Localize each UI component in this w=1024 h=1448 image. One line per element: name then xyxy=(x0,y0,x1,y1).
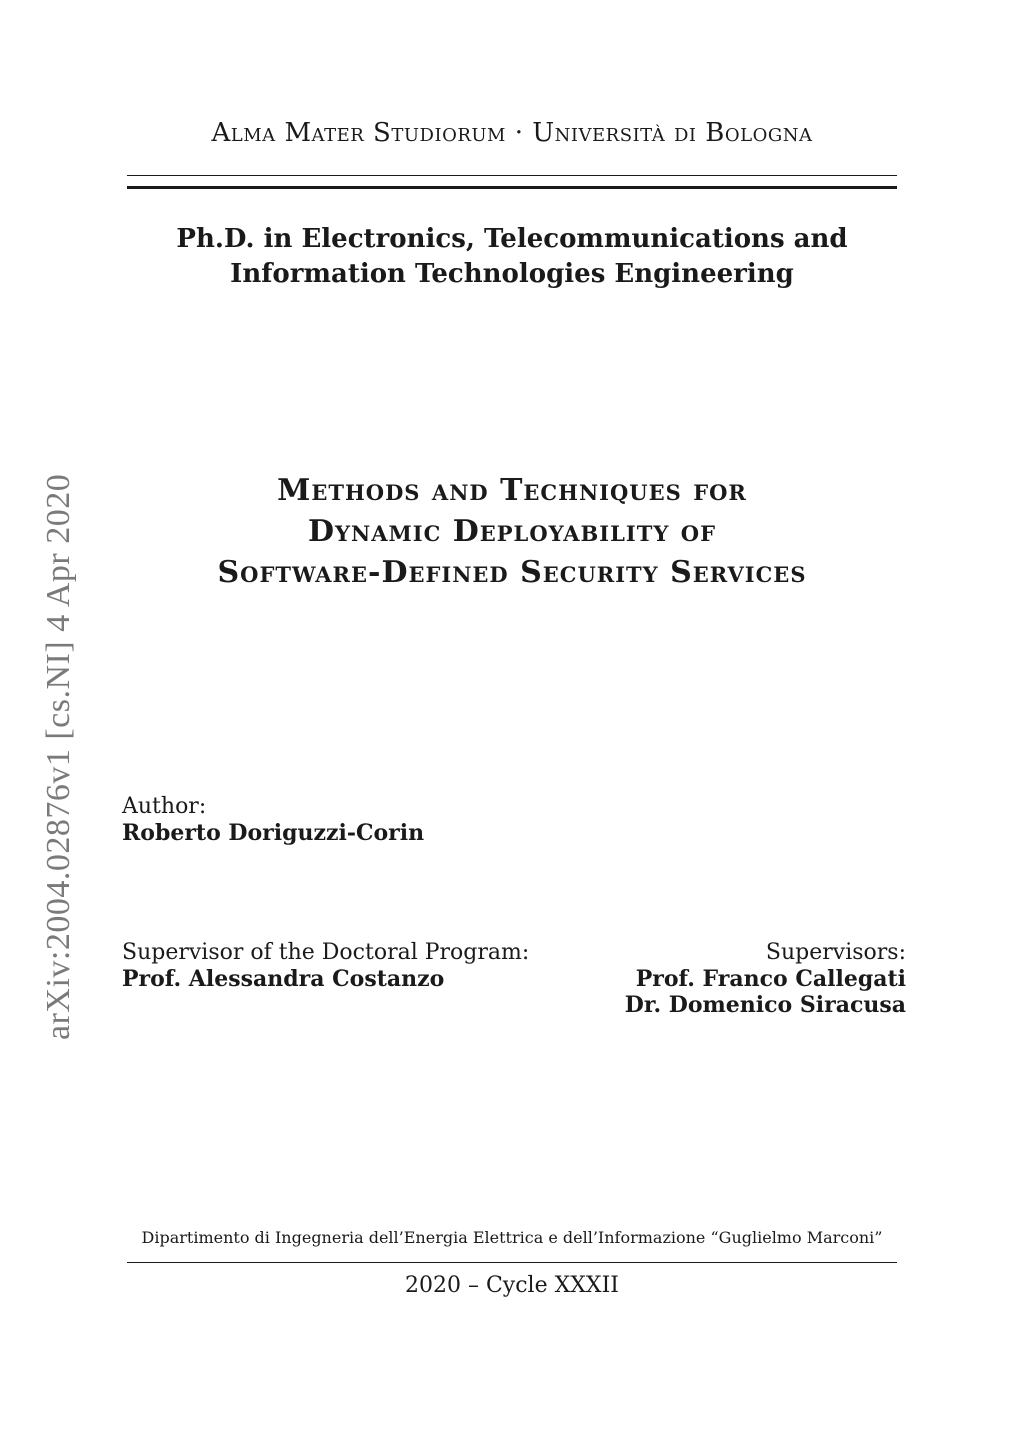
author-name: Roberto Doriguzzi-Corin xyxy=(122,820,425,846)
department-name: Dipartimento di Ingegneria dell’Energia Elettrica e dell’Informazione “Guglielmo Marconi” xyxy=(141,1228,883,1247)
thesis-title-line-2: Dynamic Deployability of xyxy=(308,514,716,549)
university-name: Alma Mater Studiorum · Università di Bologna xyxy=(211,118,813,148)
year-cycle: 2020 – Cycle XXXII xyxy=(405,1273,619,1298)
phd-program-line-2: Information Technologies Engineering xyxy=(230,259,794,289)
doctoral-program-supervisor-name: Prof. Alessandra Costanzo xyxy=(122,966,445,992)
arxiv-stamp: arXiv:2004.02876v1 [cs.NI] 4 Apr 2020 xyxy=(40,473,77,1040)
thesis-title-line-3: Software-Defined Security Services xyxy=(217,555,807,590)
supervisors-label: Supervisors: xyxy=(765,940,906,965)
thesis-title xyxy=(128,470,896,593)
supervisors-block xyxy=(625,940,906,1018)
doctoral-program-supervisor-block xyxy=(122,940,529,992)
header-rule-thick xyxy=(127,186,897,189)
author-block xyxy=(122,794,424,846)
author-label: Author: xyxy=(122,794,207,819)
phd-program-line-1: Ph.D. in Electronics, Telecommunications and xyxy=(176,224,848,254)
phd-program xyxy=(128,222,896,292)
doctoral-program-supervisor-label: Supervisor of the Doctoral Program: xyxy=(122,940,530,965)
supervisor-name-2: Dr. Domenico Siracusa xyxy=(624,992,906,1018)
supervisor-name-1: Prof. Franco Callegati xyxy=(635,966,906,992)
thesis-title-line-1: Methods and Techniques for xyxy=(277,473,747,508)
header-rule-thin xyxy=(127,175,897,176)
footer-rule xyxy=(127,1262,897,1263)
